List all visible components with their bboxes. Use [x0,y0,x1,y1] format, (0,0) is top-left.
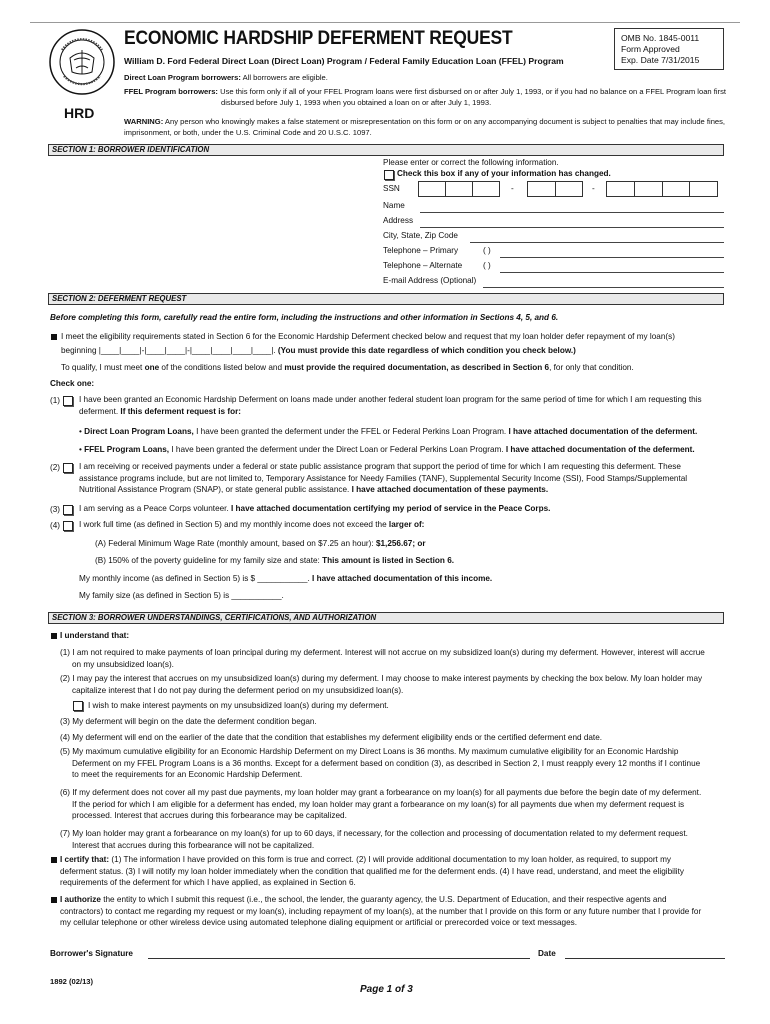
phone-primary-field[interactable] [500,257,724,258]
ssn-field-part1[interactable] [418,181,500,197]
section1-intro: Please enter or correct the following information. [383,158,559,167]
monthly-income-field[interactable]: My monthly income (as defined in Section 5) is $ ___________. I have attached documentation of this income. [79,574,493,583]
family-size-field[interactable]: My family size (as defined in Section 5) is ___________. [79,591,284,600]
ssn-field-part3[interactable] [606,181,718,197]
phone-alt-label: Telephone – Alternate [383,261,463,270]
condition3-number: (3) [50,505,61,514]
condition2-number: (2) [50,463,61,472]
condition1-text: I have been granted an Economic Hardship Deferment on loans made under another federal student loan program for the same period of time for which I am requesting this deferment. If this deferment request is for: [79,395,702,416]
omb-box [614,28,724,70]
omb-expiration: Exp. Date 7/31/2015 [621,55,700,65]
city-state-zip-field[interactable] [470,242,724,243]
name-label: Name [383,201,405,210]
address-label: Address [383,216,414,225]
ssn-dash1: - [511,184,514,193]
signature-field[interactable] [148,958,530,959]
qualify-text: To qualify, I must meet one of the conditions listed below and must provide the required documentation, as described in Section 6, for only that condition. [61,363,634,372]
ssn-label: SSN [383,184,400,193]
form-title: ECONOMIC HARDSHIP DEFERMENT REQUEST [124,28,513,49]
condition1-checkbox[interactable] [63,396,73,406]
address-field[interactable] [420,227,724,228]
ffel-eligibility: FFEL Program borrowers: Use this form only if all of your FFEL Program loans were first disbursed on or after July 1, 1993, or if you had no balance on a FFEL Program loan first disbursed before July 1, 1993 when you obtained a loan on or after July 1, 1993. [124,87,726,107]
direct-loan-eligibility: Direct Loan Program borrowers: All borrowers are eligible. [124,73,328,82]
form-number: 1892 (02/13) [50,977,94,986]
condition2-checkbox[interactable] [63,463,73,473]
city-state-zip-label: City, State, Zip Code [383,231,458,240]
form-code: HRD [64,105,95,121]
understanding-1: (1) I am not required to make payments of loan principal during my deferment. Interest will not accrue on my subsidized loan(s) during my deferment. However, interest will accrue on my unsubsidized loan(s). [60,648,705,669]
meet-requirements-line1: I meet the eligibility requirements stated in Section 6 for the Economic Hardship Deferment checked below and request that my loan holder defer repayment of my loan(s) [61,332,675,341]
understanding-3: (3) My deferment will begin on the date the deferment condition began. [60,717,317,726]
interest-payment-checkbox[interactable] [73,701,83,711]
email-field[interactable] [483,287,724,288]
certification-text: I certify that: (1) The information I have provided on this form is true and correct. (2) I will provide additional documentation to my loan holder, as required, to support my deferment status. (3) I will notify my loan holder immediately when the condition that qualified me for the deferment ends. (4) I have read, understand, and meet the eligibility requirements of the deferment for which I have applied, as explained in Section 6. [60,855,684,888]
omb-number: OMB No. 1845-0011 [621,33,700,43]
condition2-text: I am receiving or received payments under a federal or state public assistance program that support the period of time for which I am requesting this deferment. These assistance programs include, but are not limited to, Temporary Assistance for Needy Families (TANF), Supplemental Security Income (SSI), Food Stamps/Supplemental Nutritional Assistance Program (SNAP), or state general public assistance. I have attached documentation of these payments. [79,462,688,495]
section1-heading: SECTION 1: BORROWER IDENTIFICATION [48,144,724,156]
ssn-field-part2[interactable] [527,181,583,197]
understanding-4: (4) My deferment will end on the earlier of the date that the condition that establishes my deferment eligibility ends or the certified deferment end date. [60,733,603,742]
condition3-text: I am serving as a Peace Corps volunteer. I have attached documentation certifying my period of service in the Peace Corps. [79,504,551,513]
condition1-direct: • Direct Loan Program Loans, I have been granted the deferment under the FFEL or Federal Perkins Loan Program. I have attached documentation of the deferment. [79,427,698,436]
phone-alt-close-paren: ) [488,261,491,270]
email-label: E-mail Address (Optional) [383,276,477,285]
top-rule [30,22,740,23]
authorization-text: I authorize the entity to which I submit this request (i.e., the school, the lender, the guaranty agency, the U.S. Department of Education, and their respective agents and contractors) to contact me regarding my request or my loan(s), including repayment of my loan(s), at the number that I provide on this form or any future number that I provide for my cellular telephone or other wireless device using automated telephone dialing equipment or artificial or prerecorded voice or text messages. [60,895,702,928]
page-number: Page 1 of 3 [360,984,413,995]
bullet-square-icon [51,897,57,903]
condition3-checkbox[interactable] [63,505,73,515]
meet-requirements-line2[interactable]: beginning |____|____|-|____|____|-|____|____|____|____|. (You must provide this date regardless of which condition you check below.) [61,346,576,355]
date-field[interactable] [565,958,725,959]
phone-primary-close-paren: ) [488,246,491,255]
phone-alt-field[interactable] [500,272,724,273]
bullet-square-icon [51,857,57,863]
condition1-number: (1) [50,396,61,405]
bullet-square-icon [51,633,57,639]
info-changed-label: Check this box if any of your information has changed. [397,169,611,178]
warning-text: WARNING: Any person who knowingly makes a false statement or misrepresentation on this form or on any accompanying document is subject to penalties that may include fines, imprisonment, or both, under the U.S. Criminal Code and 20 U.S.C. 1097. [124,117,726,137]
info-changed-checkbox[interactable] [384,170,394,180]
understand-label: I understand that: [60,631,130,640]
omb-approved: Form Approved [621,44,680,54]
section2-lead: Before completing this form, carefully read the entire form, including the instructions and other information in Sections 4, 5, and 6. [50,313,559,322]
check-one-label: Check one: [50,379,95,388]
condition4-number: (4) [50,521,61,530]
ssn-dash2: - [592,184,595,193]
understanding-7: (7) My loan holder may grant a forbearance on my loan(s) for up to 60 days, if necessary, for the collection and processing of documentation related to my deferment request. Interest that accrues during this forbearance will not be capitalized. [60,829,688,850]
interest-payment-label: I wish to make interest payments on my unsubsidized loan(s) during my deferment. [88,701,389,710]
date-label: Date [538,949,556,958]
section2-heading: SECTION 2: DEFERMENT REQUEST [48,293,724,305]
condition4-text: I work full time (as defined in Section 5) and my monthly income does not exceed the larger of: [79,520,425,529]
understanding-5: (5) My maximum cumulative eligibility for an Economic Hardship Deferment on my Direct Loans is 36 months. My maximum cumulative eligibility for an Economic Hardship Deferment on my FFEL Program Loans is a 36 months. Except for a deferment based on condition (3), as described in Section 2, I must reapply every 12 months if I continue to meet the requirements for an Economic Hardship Deferment. [60,747,701,780]
phone-primary-open-paren: ( [483,246,486,255]
department-of-education-seal-icon [48,28,116,96]
condition4-option-b: (B) 150% of the poverty guideline for my family size and state: This amount is listed in Section 6. [95,556,455,565]
signature-label: Borrower's Signature [50,949,133,958]
condition1-ffel: • FFEL Program Loans, I have been granted the deferment under the Direct Loan or Federal Perkins Loan Program. I have attached documentation of the deferment. [79,445,695,454]
name-field[interactable] [420,212,724,213]
section3-heading: SECTION 3: BORROWER UNDERSTANDINGS, CERTIFICATIONS, AND AUTHORIZATION [48,612,724,624]
phone-primary-label: Telephone – Primary [383,246,459,255]
form-subtitle: William D. Ford Federal Direct Loan (Direct Loan) Program / Federal Family Education Loan (FFEL) Program [124,56,564,66]
condition4-checkbox[interactable] [63,521,73,531]
understanding-2: (2) I may pay the interest that accrues on my unsubsidized loan(s) during my deferment. I may choose to make interest payments by checking the box below. My loan holder may capitalize interest that I do not pay during the deferment period on my unsubsidized loan(s). [60,674,703,695]
bullet-square-icon [51,334,57,340]
understanding-6: (6) If my deferment does not cover all my past due payments, my loan holder may grant a forbearance on my loan(s) for all payments due before the begin date of my deferment. If the period for which I am eligible for a deferment has ended, my loan holder may grant a forbearance on my loan(s) for all payments due when my deferment request is processed. Interest that accrues during this forbearance may be capitalized. [60,788,702,821]
phone-alt-open-paren: ( [483,261,486,270]
condition4-option-a: (A) Federal Minimum Wage Rate (monthly amount, based on $7.25 an hour): $1,256.67; or [95,539,426,548]
